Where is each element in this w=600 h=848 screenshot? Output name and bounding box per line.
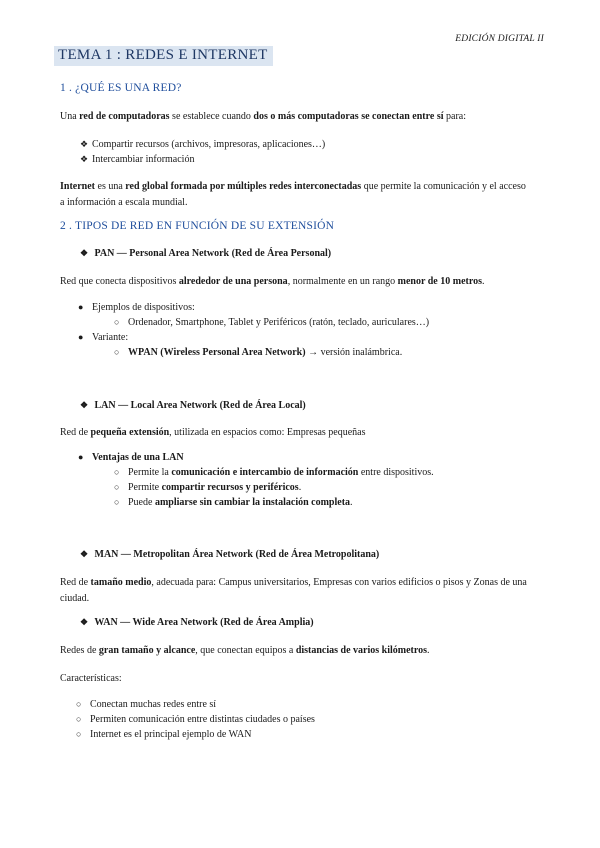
bullet-icon: ● [78,452,84,462]
section1-intro: Una red de computadoras se establece cuando dos o más computadoras se conectan entre sí para: [60,111,466,122]
list-item: ❖ Intercambiar información [80,154,195,165]
circle-bullet-icon: ○ [76,699,82,709]
list-item: ○ Permite la comunicación e intercambio de información entre dispositivos. [114,467,434,478]
diamond-bullet-icon: ❖ [80,248,89,258]
bullet-icon: ● [78,302,84,312]
diamond-bullet-icon: ❖ [80,549,89,559]
wan-description: Redes de gran tamaño y alcance, que conectan equipos a distancias de varios kilómetros. [60,645,430,656]
circle-bullet-icon: ○ [114,467,120,477]
diamond-bullet-icon: ❖ [80,139,89,149]
header-note: EDICIÓN DIGITAL II [455,34,544,44]
list-item: ❖ Compartir recursos (archivos, impresoras, aplicaciones…) [80,139,326,150]
wan-heading: ❖ WAN — Wide Area Network (Red de Área Amplia) [80,617,314,628]
list-item: ● Ventajas de una LAN [78,452,184,463]
lan-heading: ❖ LAN — Local Area Network (Red de Área Local) [80,400,306,411]
list-item: ● Ejemplos de dispositivos: [78,302,195,313]
list-item: ○ Ordenador, Smartphone, Tablet y Periféricos (ratón, teclado, auriculares…) [114,317,430,328]
wan-features-label: Características: [60,673,122,684]
man-description: Red de tamaño medio, adecuada para: Campus universitarios, Empresas con varios edificios o pisos y Zonas de una ciudad. [60,577,527,604]
list-item: ○ Permiten comunicación entre distintas ciudades o países [76,714,315,725]
arrow-right-icon: → [305,347,321,358]
diamond-bullet-icon: ❖ [80,154,89,164]
man-heading: ❖ MAN — Metropolitan Área Network (Red de Área Metropolitana) [80,549,380,560]
lan-description: Red de pequeña extensión, utilizada en espacios como: Empresas pequeñas [60,427,366,438]
internet-definition: Internet es una red global formada por múltiples redes interconectadas que permite la comunicación y el acceso a información a escala mundial. [60,181,526,208]
list-item: ○ Internet es el principal ejemplo de WAN [76,729,252,740]
list-item: ● Variante: [78,332,129,343]
list-item: ○ Permite compartir recursos y periféricos. [114,482,302,493]
pan-heading: ❖ PAN — Personal Area Network (Red de Área Personal) [80,248,332,259]
circle-bullet-icon: ○ [114,347,120,357]
diamond-bullet-icon: ❖ [80,400,89,410]
list-item: ○ Conectan muchas redes entre sí [76,699,217,710]
pan-description: Red que conecta dispositivos alrededor de una persona, normalmente en un rango menor de 10 metros. [60,276,485,287]
circle-bullet-icon: ○ [114,482,120,492]
diamond-bullet-icon: ❖ [80,617,89,627]
page-title: TEMA 1 : REDES E INTERNET [54,46,273,66]
circle-bullet-icon: ○ [114,497,120,507]
list-item: ○ WPAN (Wireless Personal Area Network) → versión inalámbrica. [114,347,403,358]
circle-bullet-icon: ○ [76,729,82,739]
circle-bullet-icon: ○ [76,714,82,724]
list-item: ○ Puede ampliarse sin cambiar la instalación completa. [114,497,353,508]
section1-heading: 1 . ¿QUÉ ES UNA RED? [60,82,182,94]
section2-heading: 2 . TIPOS DE RED EN FUNCIÓN DE SU EXTENSIÓN [60,220,335,232]
bullet-icon: ● [78,332,84,342]
circle-bullet-icon: ○ [114,317,120,327]
